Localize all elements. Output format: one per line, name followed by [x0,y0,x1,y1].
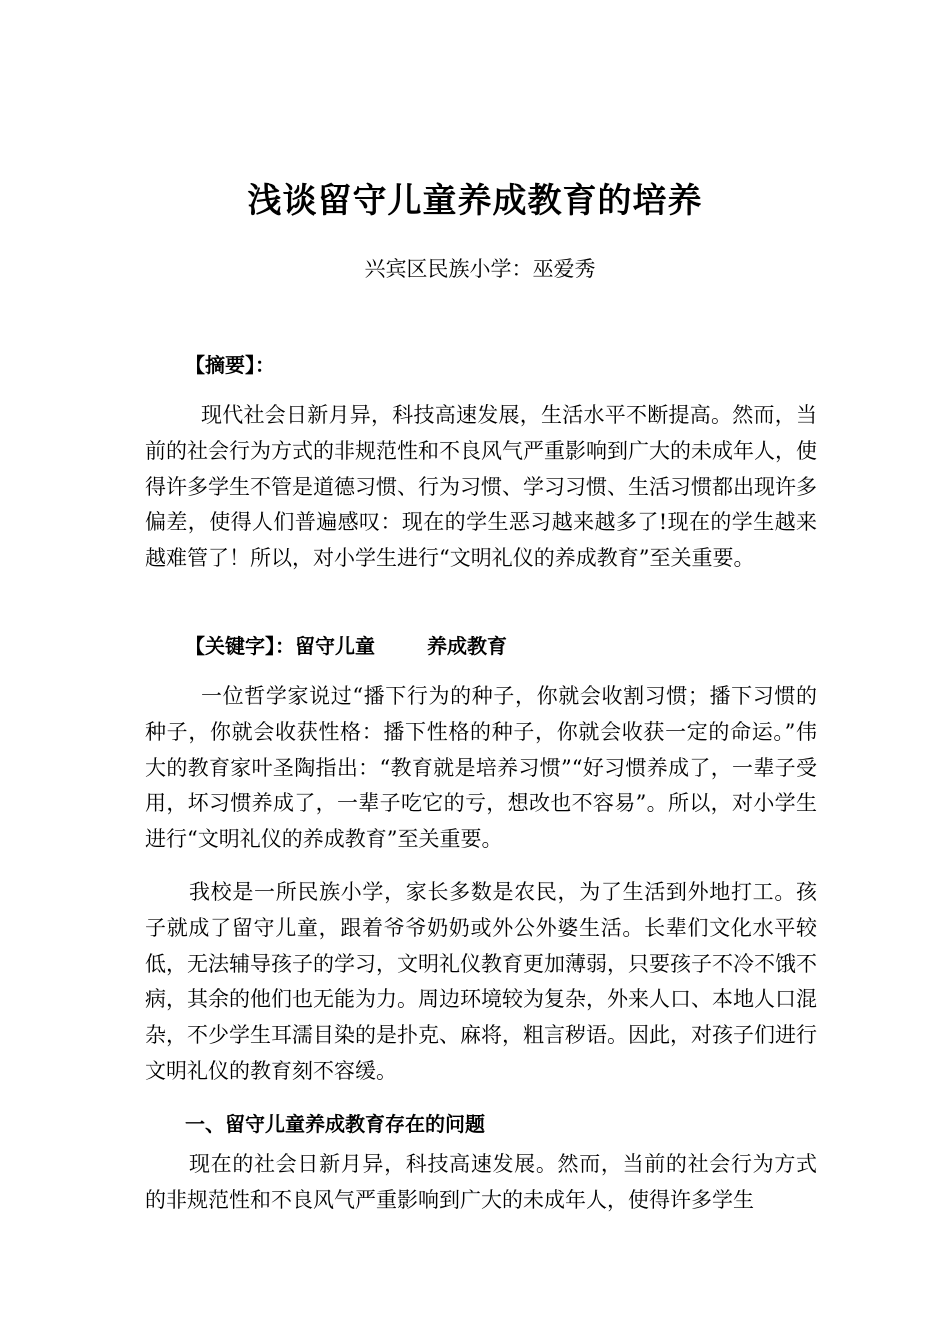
keyword-item: 留守儿童 [295,634,375,658]
document-title: 浅谈留守儿童养成教育的培养 [247,181,703,221]
keyword-item: 养成教育 [427,634,507,658]
body-paragraph: 一位哲学家说过“播下行为的种子，你就会收割习惯；播下习惯的种子，你就会收获性格：播下性格的种子，你就会收获一定的命运。”伟大的教育家叶圣陶指出：“教育就是培养习惯”“好习惯养成了，一辈子受用，坏习惯养成了，一辈子吃它的亏，想改也不容易”。所以，对小学生进行“文明礼仪的养成教育”至关重要。 [145,684,817,852]
abstract-label: 【摘要】： [185,353,275,377]
body-paragraph: 我校是一所民族小学，家长多数是农民，为了生活到外地打工。孩子就成了留守儿童，跟着爷爷奶奶或外公外婆生活。长辈们文化水平较低，无法辅导孩子的学习，文明礼仪教育更加薄弱，只要孩子不冷不饿不病，其余的他们也无能为力。周边环境较为复杂，外来人口、本地人口混杂，不少学生耳濡目染的是扑克、麻将，粗言秽语。因此，对孩子们进行文明礼仪的教育刻不容缓。 [145,880,817,1083]
section-heading: 一、留守儿童养成教育存在的问题 [185,1112,485,1136]
body-paragraph: 现在的社会日新月异，科技高速发展。然而，当前的社会行为方式的非规范性和不良风气严重影响到广大的未成年人，使得许多学生 [145,1152,817,1212]
keywords-label: 【关键字】： [185,634,295,658]
abstract-paragraph: 现代社会日新月异，科技高速发展，生活水平不断提高。然而，当前的社会行为方式的非规范性和不良风气严重影响到广大的未成年人，使得许多学生不管是道德习惯、行为习惯、学习习惯、生活习惯都出现许多偏差，使得人们普遍感叹：现在的学生恶习越来越多了!现在的学生越来越难管了！所以，对小学生进行“文明礼仪的养成教育”至关重要。 [145,403,817,571]
keywords-line [185,631,507,661]
author-line: 兴宾区民族小学：巫爱秀 [364,257,596,281]
